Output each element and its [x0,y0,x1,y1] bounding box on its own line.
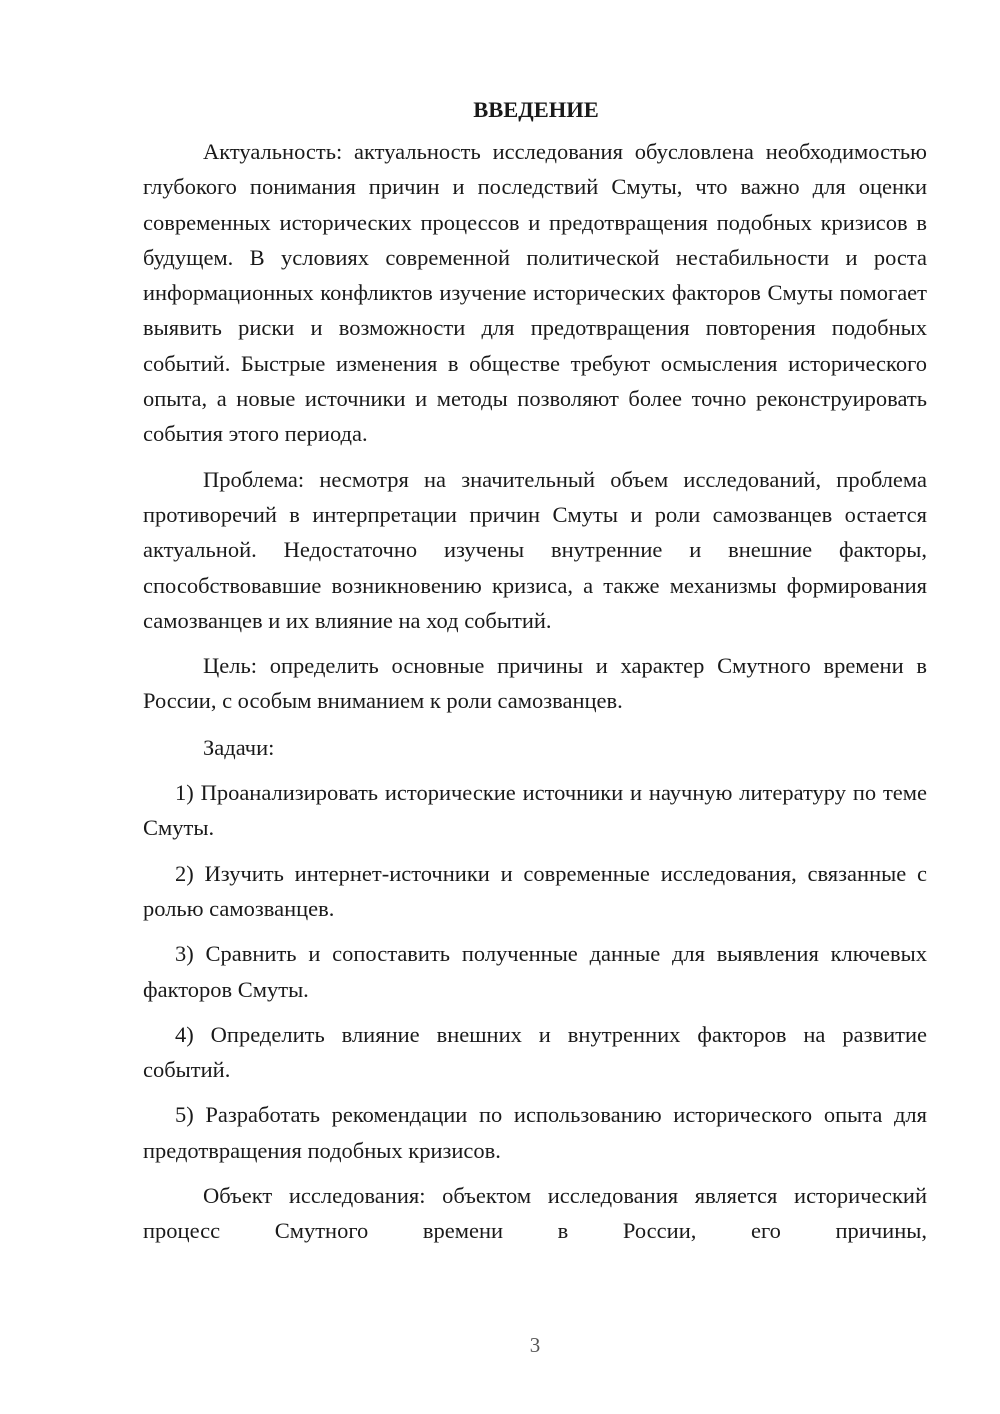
task-item: 3) Сравнить и сопоставить полученные данные для выявления ключевых факторов Смуты. [143,941,927,1002]
task-item: 1) Проанализировать исторические источники и научную литературу по теме Смуты. [143,780,927,841]
page-number: 3 [529,1333,541,1357]
task-item: 5) Разработать рекомендации по использованию исторического опыта для предотвращения подобных кризисов. [143,1102,927,1163]
paragraph-problem: Проблема: несмотря на значительный объем исследований, проблема противоречий в интерпретации причин Смуты и роли самозванцев остается актуальной. Недостаточно изучены внутренние и внешние факторы, способствовавшие возникновению кризиса, а также механизмы формирования самозванцев и их влияние на ход событий. [143,466,927,633]
paragraph-object: Объект исследования: объектом исследования является исторический процесс Смутного времени в России, его причины, [143,1183,927,1244]
tasks-label: Задачи: [203,734,275,760]
task-item: 4) Определить влияние внешних и внутренних факторов на развитие событий. [143,1021,927,1083]
section-heading: ВВЕДЕНИЕ [473,97,599,122]
task-item: 2) Изучить интернет-источники и современные исследования, связанные с ролью самозванцев. [143,860,927,921]
paragraph-goal: Цель: определить основные причины и характер Смутного времени в России, с особым вниманием к роли самозванцев. [143,653,927,714]
paragraph-relevance: Актуальность: актуальность исследования обусловлена необходимостью глубокого понимания причин и последствий Смуты, что важно для оценки современных исторических процессов и предотвращения подобных кризисов в будущем. В условиях современной политической нестабильности и роста информационных конфликтов изучение исторических факторов Смуты помогает выявить риски и возможности для предотвращения повторения подобных событий. Быстрые изменения в обществе требуют осмысления исторического опыта, а новые источники и методы позволяют более точно реконструировать события этого периода. [143,139,927,447]
page-content [143,96,927,1249]
